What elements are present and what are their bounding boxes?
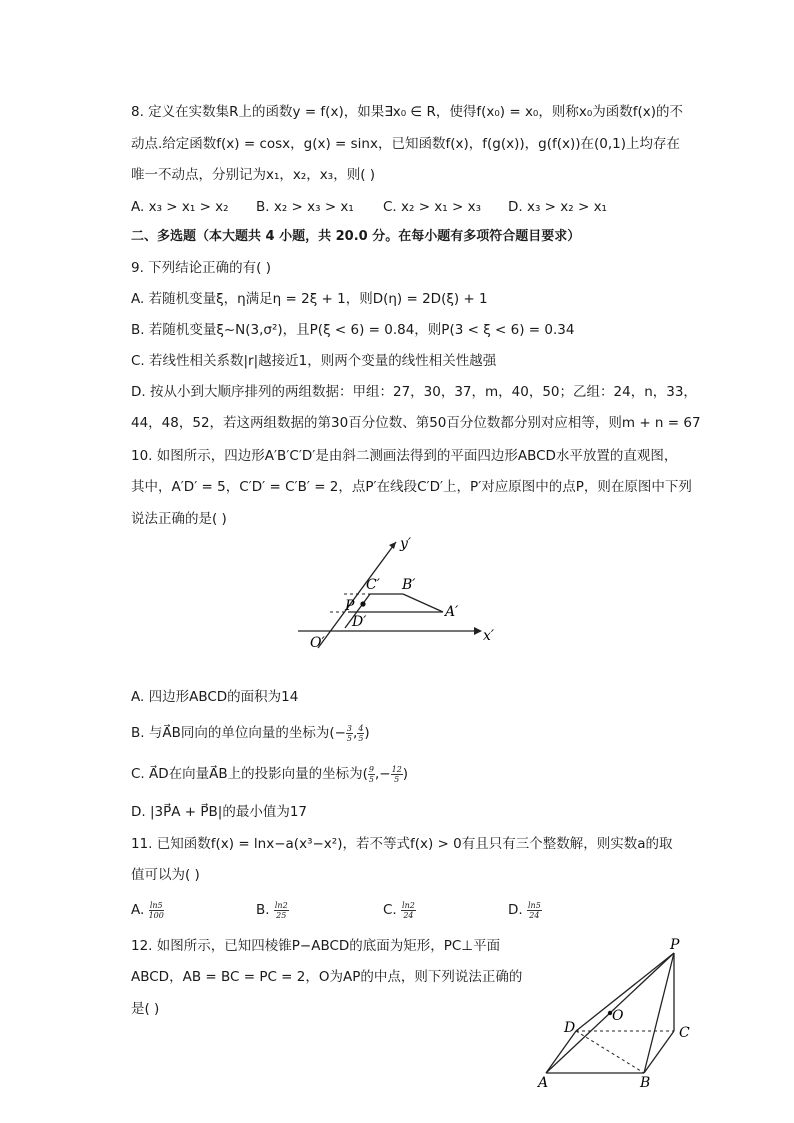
label-y: y′ bbox=[400, 536, 412, 552]
q9-option-a: A. 若随机变量ξ，η满足η = 2ξ + 1，则D(η) = 2D(ξ) + 1 bbox=[131, 291, 488, 307]
fraction-12-5: $\frac{12}{5}$ bbox=[391, 764, 402, 784]
q8-line3: 唯一不动点，分别记为x₁，x₂，x₃，则( ) bbox=[131, 167, 376, 183]
q8-line1: 8. 定义在实数集R上的函数y = f(x)，如果∃x₀ ∈ R，使得f(x₀) = x₀，则称x₀为函数f(x)的不 bbox=[131, 104, 684, 120]
q10-line3: 说法正确的是( ) bbox=[131, 511, 227, 527]
label-p: P bbox=[345, 598, 355, 614]
label-a: A bbox=[538, 1075, 549, 1091]
y-axis bbox=[318, 542, 396, 648]
q8-line2: 动点.给定函数f(x) = cosx，g(x) = sinx，已知函数f(x)，f(g(x))，g(f(x))在(0,1)上均存在 bbox=[131, 136, 681, 152]
label-d: D bbox=[564, 1020, 576, 1036]
q11-option-d: D. $\frac{\ln 5}{24}$ bbox=[508, 900, 541, 920]
q8-option-c: C. x₂ > x₁ > x₃ bbox=[383, 199, 482, 215]
diag-d-b bbox=[576, 1031, 644, 1073]
q12-line3: 是( ) bbox=[131, 1001, 160, 1017]
label-c: C′ bbox=[366, 577, 380, 593]
label-o: O′ bbox=[310, 635, 325, 651]
section-heading: 二、多选题（本大题共 4 小题，共 20.0 分。在每小题有多项符合题目要求） bbox=[131, 229, 581, 244]
label-a: A′ bbox=[445, 604, 459, 620]
fraction-3-5: $\frac{3}{5}$ bbox=[346, 723, 353, 743]
edge-a-d bbox=[546, 1031, 576, 1073]
q11-line2: 值可以为( ) bbox=[131, 867, 200, 883]
y-axis-arrow bbox=[389, 542, 396, 549]
edge-b-a bbox=[403, 594, 443, 612]
oblique-projection-figure bbox=[290, 530, 550, 660]
q10-option-b-text: B. 与A⃗B同向的单位向量的坐标为(− bbox=[131, 725, 346, 741]
fraction-9-5: $\frac{9}{5}$ bbox=[368, 764, 374, 784]
q11-option-a: A. $\frac{\ln 5}{100}$ bbox=[131, 900, 164, 920]
q11-line1: 11. 已知函数f(x) = lnx−a(x³−x²)，若不等式f(x) > 0有且只有三个整数解，则实数a的取 bbox=[131, 836, 673, 852]
q11-option-c: C. $\frac{\ln 2}{24}$ bbox=[383, 900, 415, 920]
pyramid-figure bbox=[528, 935, 708, 1095]
label-p: P bbox=[670, 937, 680, 953]
point-p bbox=[360, 601, 365, 606]
q10-option-a: A. 四边形ABCD的面积为14 bbox=[131, 689, 299, 705]
x-axis-arrow bbox=[474, 627, 482, 635]
q10-line1: 10. 如图所示，四边形A′B′C′D′是由斜二测画法得到的平面四边形ABCD水平放置的直观图， bbox=[131, 448, 678, 464]
label-c: C bbox=[679, 1025, 690, 1041]
edge-p-b bbox=[644, 953, 674, 1073]
q8-option-b: B. x₂ > x₃ > x₁ bbox=[256, 199, 354, 215]
q12-line2: ABCD，AB = BC = PC = 2，O为AP的中点，则下列说法正确的 bbox=[131, 969, 523, 985]
edge-b-c bbox=[644, 1031, 674, 1073]
label-d: D′ bbox=[352, 614, 367, 630]
q10-option-c: C. A⃗D在向量A⃗B上的投影向量的坐标为( $\frac{9}{5}$ ,− $\frac{12}{5}$ ) bbox=[131, 764, 409, 784]
q8-option-d: D. x₃ > x₂ > x₁ bbox=[508, 199, 607, 215]
q10-option-c-text: C. A⃗D在向量A⃗B上的投影向量的坐标为( bbox=[131, 766, 368, 782]
q9-option-d-line1: D. 按从小到大顺序排列的两组数据：甲组：27，30，37，m，40，50；乙组：24，n，33， bbox=[131, 384, 697, 400]
q9-option-d-line2: 44，48，52，若这两组数据的第30百分位数、第50百分位数都分别对应相等，则m + n = 67 bbox=[131, 415, 701, 431]
q10-line2: 其中，A′D′ = 5，C′D′ = C′B′ = 2，点P′在线段C′D′上，P′对应原图中的点P，则在原图中下列 bbox=[131, 479, 692, 495]
edge-p-d bbox=[576, 953, 674, 1031]
label-x: x′ bbox=[483, 628, 495, 644]
q9-option-c: C. 若线性相关系数|r|越接近1，则两个变量的线性相关性越强 bbox=[131, 353, 497, 369]
q8-option-a: A. x₃ > x₁ > x₂ bbox=[131, 199, 229, 215]
label-b: B bbox=[640, 1075, 651, 1091]
label-b: B′ bbox=[402, 577, 416, 593]
q9-option-b: B. 若随机变量ξ~N(3,σ²)，且P(ξ < 6) = 0.84，则P(3 < ξ < 6) = 0.34 bbox=[131, 322, 575, 338]
q10-option-b: B. 与A⃗B同向的单位向量的坐标为(− $\frac{3}{5}$ , $\frac{4}{5}$ ) bbox=[131, 723, 370, 743]
label-o: O bbox=[612, 1008, 624, 1024]
q12-line1: 12. 如图所示，已知四棱锥P−ABCD的底面为矩形，PC⊥平面 bbox=[131, 938, 501, 954]
q10-option-d: D. |3P⃗A + P⃗B|的最小值为17 bbox=[131, 804, 308, 820]
q11-option-b: B. $\frac{\ln 2}{25}$ bbox=[256, 900, 288, 920]
fraction-4-5: $\frac{4}{5}$ bbox=[358, 723, 364, 743]
q9-stem: 9. 下列结论正确的有( ) bbox=[131, 260, 271, 276]
